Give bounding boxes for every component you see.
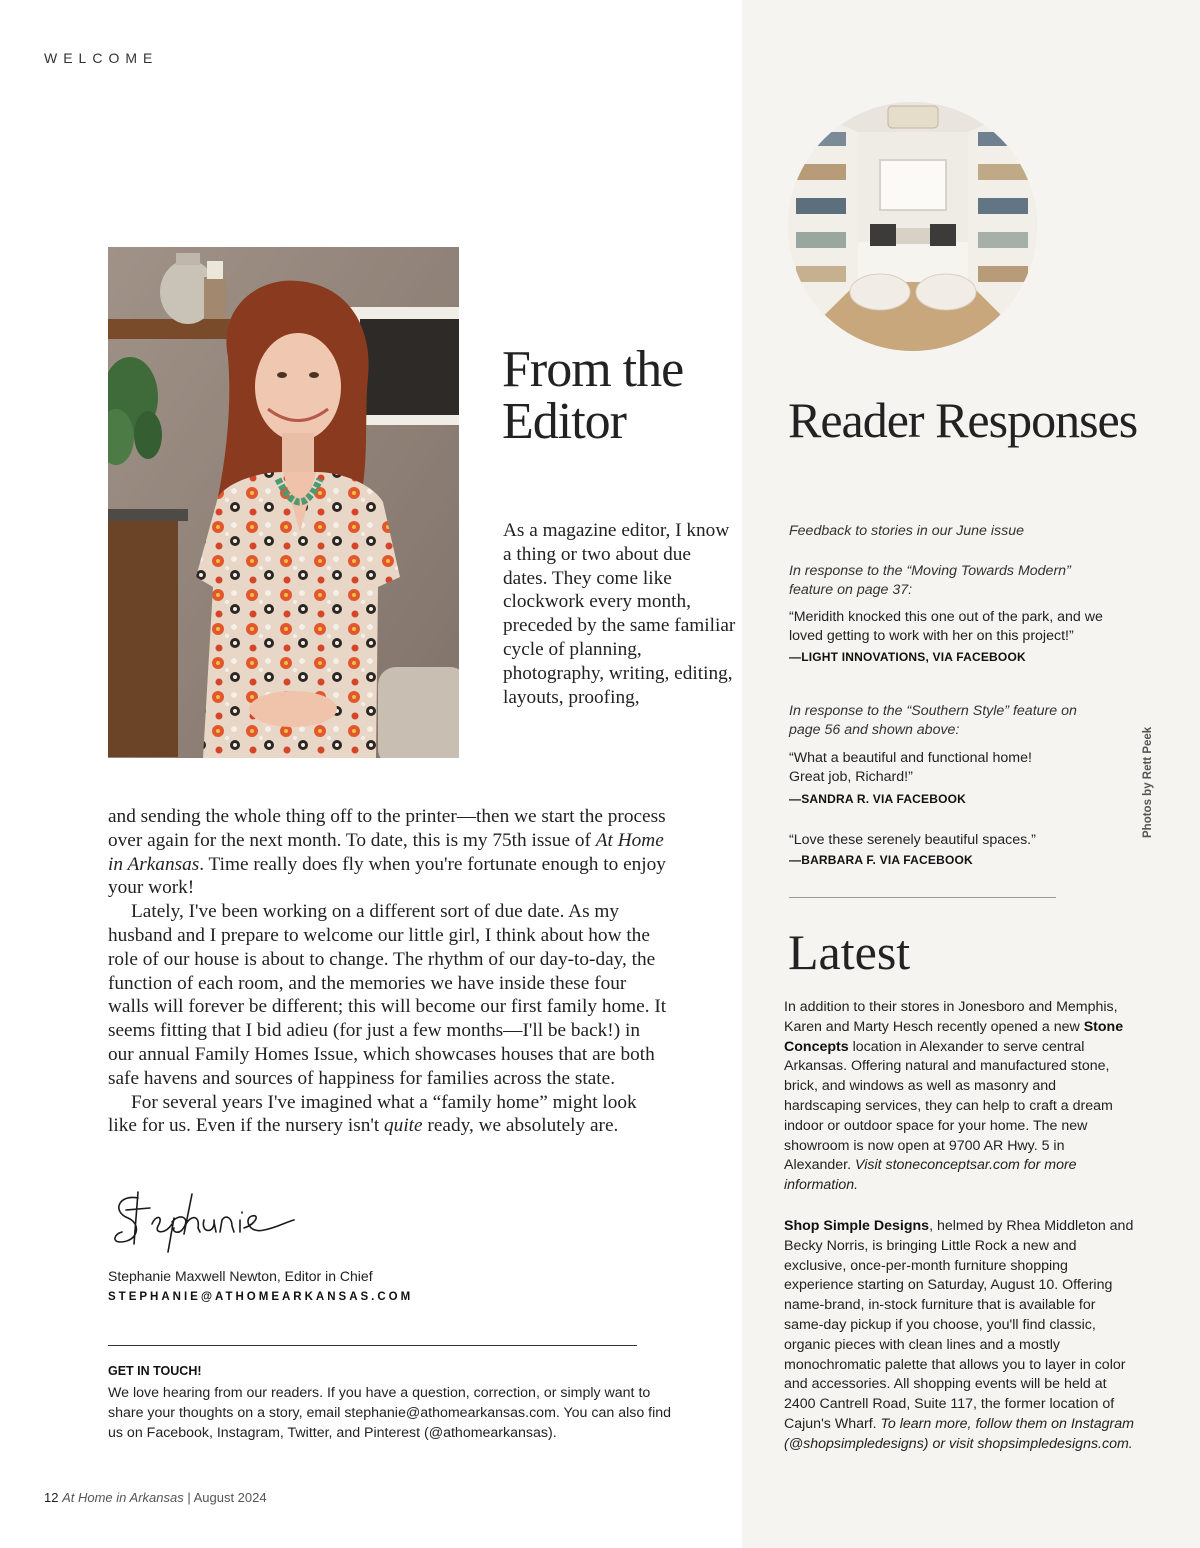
footer-magazine: At Home in Arkansas: [62, 1490, 184, 1505]
stone-concepts-name: Stone Concepts: [784, 1018, 1124, 1055]
divider: [108, 1345, 637, 1346]
reader-responses-title: Reader Responses: [788, 392, 1138, 448]
letter-paragraph-2: Lately, I've been working on a different sort of due date. As my husband and I prepare to welcome our little girl, I think about how the role of our house is about to change. The rhythm of our day-to-day, the function of each room, and the memories we have inside these four walls will forever be different; this will become our first family home. It seems fitting that I bid adieu (for just a few months—I'll be back!) in our annual Family Homes Issue, which showcases houses that are both safe havens and sources of happiness for families across the state.: [108, 901, 667, 1089]
page-footer: [44, 1490, 267, 1505]
shop-simple-designs-name: Shop Simple Designs: [784, 1218, 930, 1234]
letter-body: [108, 805, 668, 1138]
photo-credit: Photos by Rett Peek: [1142, 726, 1154, 838]
magazine-name: At Home in Arkansas: [108, 829, 664, 875]
editor-email-link[interactable]: STEPHANIE@ATHOMEARKANSAS.COM: [108, 1291, 414, 1303]
response-1-quote: “Meridith knocked this one out of the park, and we loved getting to work with her on this project!”: [789, 609, 1103, 644]
reader-room-photo: [788, 102, 1037, 351]
editor-title: From the Editor: [502, 341, 684, 450]
contact-heading: GET IN TOUCH!: [108, 1364, 202, 1378]
contact-text: We love hearing from our readers. If you have a question, correction, or simply want to share your thoughts on a story, email stephanie@athomearkansas.com. You can also find us on Facebook, Instagram, Twitter, and Pinterest (@athomearkansas).: [108, 1385, 672, 1441]
letter-paragraph-1: and sending the whole thing off to the printer—then we start the process over again for the next month. To date, this is my 75th issue of At Home in Arkansas. Time really does fly when you're fortunate enough to enjoy your work!: [108, 806, 666, 899]
section-label: WELCOME: [44, 50, 159, 66]
response-3-attribution: —BARBARA F. VIA FACEBOOK: [789, 853, 973, 867]
response-2-context: In response to the “Southern Style” feature on page 56 and shown above:: [789, 703, 1077, 738]
response-2-quote: “What a beautiful and functional home! Great job, Richard!”: [789, 750, 1032, 785]
latest-item-stone-concepts: In addition to their stores in Jonesboro and Memphis, Karen and Marty Hesch recently opened a new Stone Concepts location in Alexander to serve central Arkansas. Offering natural and manufactured stone, brick, and windows as well as masonry and hardscaping services, they can help to craft a dream indoor or outdoor space for your home. The new showroom is now open at 9700 AR Hwy. 5 in Alexander. Visit stoneconceptsar.com for more information.: [784, 999, 1124, 1194]
footer-issue: | August 2024: [183, 1490, 267, 1505]
letter-intro: As a magazine editor, I know a thing or two about due dates. They come like clockwork every month, preceded by the same familiar cycle of planning, photography, writing, editing, layouts, proofing,: [503, 520, 736, 708]
page-number: 12: [44, 1490, 59, 1505]
response-1-attribution: —LIGHT INNOVATIONS, VIA FACEBOOK: [789, 650, 1026, 664]
response-1-context: In response to the “Moving Towards Modern” feature on page 37:: [789, 563, 1071, 598]
editor-portrait-photo: [108, 247, 459, 758]
editor-name-line: Stephanie Maxwell Newton, Editor in Chief: [108, 1268, 373, 1284]
editor-signature: [108, 1184, 308, 1259]
latest-item-shop-simple-designs: Shop Simple Designs, helmed by Rhea Middleton and Becky Norris, is bringing Little Rock a new and exclusive, once-per-month furniture shopping experience starting on Saturday, August 10. Offering name-brand, in-stock furniture that is available for same-day pickup if you choose, you'll find classic, organic pieces with clean lines and a mostly monochromatic palette that allows you to layer in color and accessories. All shopping events will be held at 2400 Cantrell Road, Suite 117, the former location of Cajun's Wharf. To learn more, follow them on Instagram (@shopsimpledesigns) or visit shopsimpledesigns.com.: [784, 1218, 1134, 1452]
latest-title: Latest: [788, 924, 911, 980]
response-3-quote: “Love these serenely beautiful spaces.”: [789, 832, 1036, 848]
response-2-attribution: —SANDRA R. VIA FACEBOOK: [789, 792, 967, 806]
responses-subtitle: Feedback to stories in our June issue: [789, 523, 1025, 539]
sidebar-divider: [789, 897, 1056, 898]
letter-paragraph-3: For several years I've imagined what a “family home” might look like for us. Even if the nursery isn't quite ready, we absolutely are.: [108, 1091, 637, 1137]
